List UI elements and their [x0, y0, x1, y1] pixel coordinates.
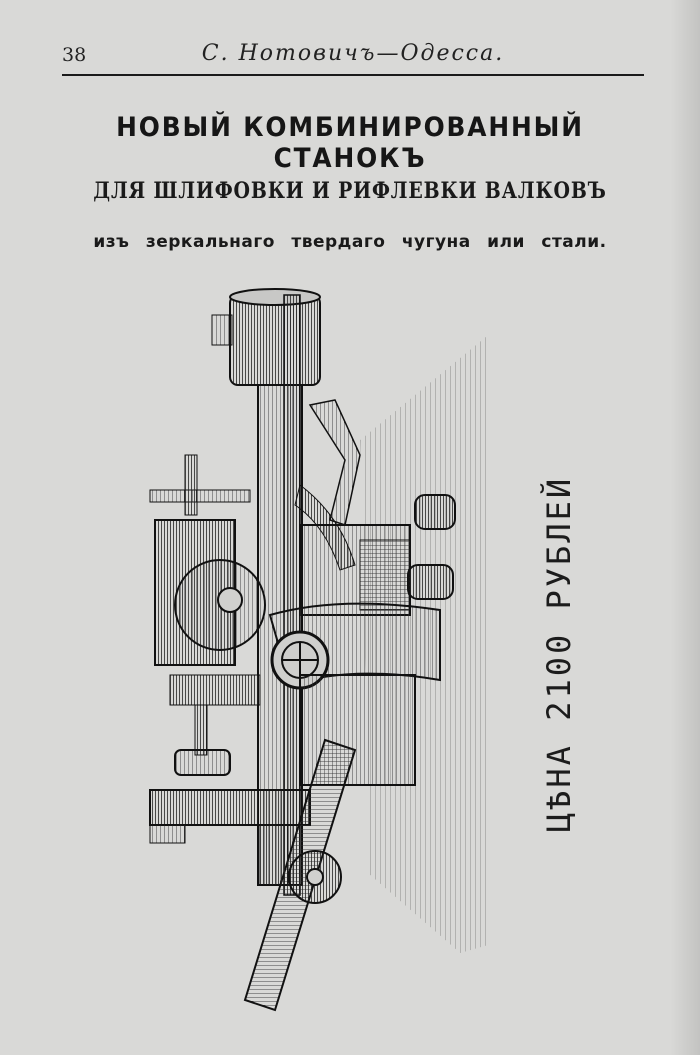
price-label-area [537, 408, 581, 900]
machine-engraving [140, 285, 500, 1015]
page-subtitle: ДЛЯ ШЛИФОВКИ И РИФЛЕВКИ ВАЛКОВЪ [93, 178, 607, 204]
page-number: 38 [62, 44, 87, 66]
material-line: изъ зеркальнаго твердаго чугуна или стали. [93, 232, 607, 252]
page-header [62, 38, 644, 76]
page-title: НОВЫЙ КОМБИНИРОВАННЫЙ СТАНОКЪ [116, 112, 584, 174]
price-label: ЦѢНА 2100 РУБЛЕЙ [540, 475, 578, 833]
page-edge-shadow [670, 0, 700, 1055]
running-head: С. Нотовичъ—Одесса. [201, 41, 505, 66]
